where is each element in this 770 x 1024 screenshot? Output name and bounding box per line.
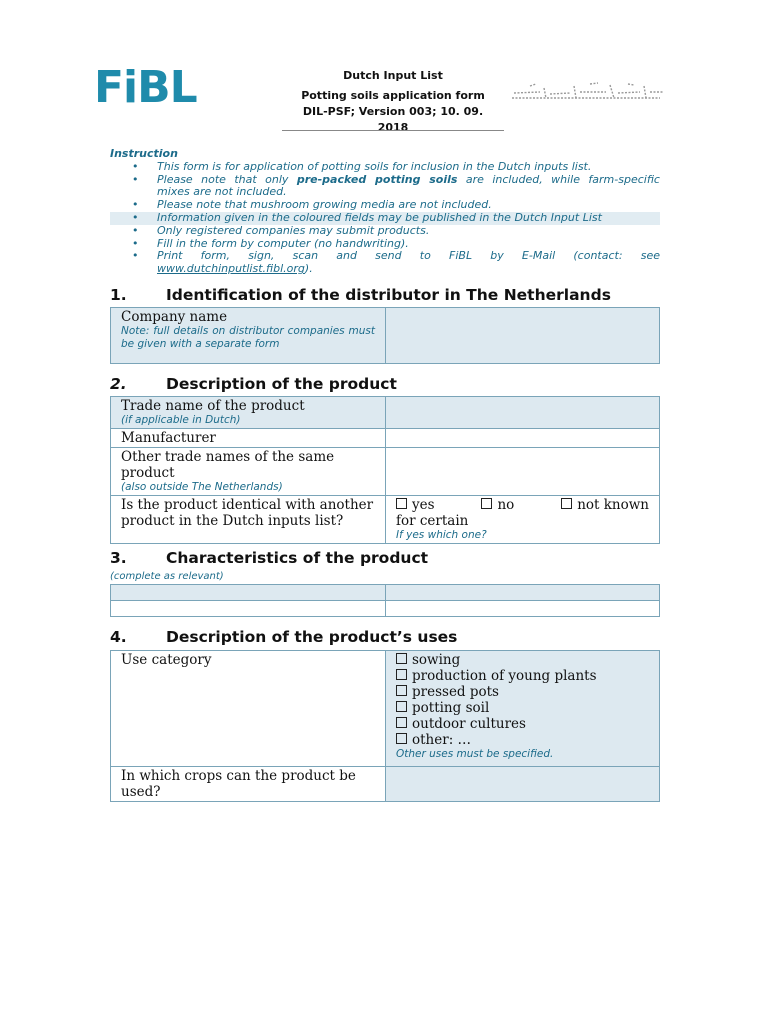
header-year: 2018 bbox=[377, 121, 409, 134]
company-name-input[interactable] bbox=[386, 308, 660, 364]
uses-table bbox=[110, 650, 660, 802]
checkbox-icon bbox=[396, 669, 407, 680]
other-names-label-cell: Other trade names of the same product (also outside The Netherlands) bbox=[111, 447, 386, 495]
other-names-input[interactable] bbox=[386, 447, 660, 495]
uses-note: Other uses must be specified. bbox=[396, 748, 554, 760]
instructions bbox=[110, 148, 660, 276]
characteristic-label-input[interactable] bbox=[111, 601, 386, 617]
signature-scribble bbox=[510, 80, 666, 102]
header-rule bbox=[282, 130, 504, 131]
characteristic-value-input[interactable] bbox=[386, 585, 660, 601]
use-pressed-pots-checkbox[interactable]: pressed pots bbox=[396, 684, 649, 700]
crops-input[interactable] bbox=[386, 767, 660, 802]
no-checkbox[interactable]: no bbox=[481, 497, 514, 513]
section-3-heading: 3. Characteristics of the product bbox=[110, 549, 429, 567]
checkbox-icon bbox=[396, 717, 407, 728]
distributor-table bbox=[110, 307, 660, 364]
header-subtitle: Potting soils application form bbox=[301, 89, 485, 102]
checkbox-icon bbox=[396, 498, 407, 509]
contact-link[interactable]: www.dutchinputlist.fibl.org bbox=[157, 262, 305, 276]
checkbox-icon bbox=[396, 733, 407, 744]
use-category-options bbox=[386, 651, 660, 767]
if-yes-input[interactable]: If yes which one? bbox=[396, 528, 487, 541]
section-1-heading: 1. Identification of the distributor in The Netherlands bbox=[110, 286, 611, 304]
instruction-item: • Fill in the form by computer (no handwriting). bbox=[110, 238, 660, 251]
company-name-label-cell: Company name Note: full details on distributor companies must be given with a separate form bbox=[111, 308, 386, 364]
identical-label-cell: Is the product identical with another product in the Dutch inputs list? bbox=[111, 495, 386, 543]
characteristic-label-input[interactable] bbox=[111, 585, 386, 601]
checkbox-icon bbox=[561, 498, 572, 509]
header-title: Dutch Input List bbox=[343, 69, 443, 82]
use-potting-soil-checkbox[interactable]: potting soil bbox=[396, 700, 649, 716]
checkbox-icon bbox=[396, 701, 407, 712]
product-table bbox=[110, 396, 660, 544]
use-category-label-cell: Use category bbox=[111, 651, 386, 767]
characteristics-table bbox=[110, 584, 660, 617]
section-3-hint: (complete as relevant) bbox=[110, 571, 224, 582]
not-known-checkbox[interactable]: not known bbox=[561, 497, 649, 513]
checkbox-icon bbox=[481, 498, 492, 509]
trade-name-label-cell: Trade name of the product (if applicable in Dutch) bbox=[111, 397, 386, 429]
header-version: DIL-PSF; Version 003; 10. 09. bbox=[302, 105, 484, 118]
use-other-checkbox[interactable]: other: … bbox=[396, 732, 649, 748]
crops-label-cell: In which crops can the product be used? bbox=[111, 767, 386, 802]
instruction-item: • Please note that only pre-packed potting soils are included, while farm-specific mixes are not included. bbox=[110, 174, 660, 200]
section-2-heading: 2. Description of the product bbox=[110, 375, 397, 393]
identical-options: yes no not known for certain If yes which one? bbox=[386, 495, 660, 543]
manufacturer-input[interactable] bbox=[386, 428, 660, 447]
fibl-logo: FiBL bbox=[94, 62, 197, 113]
characteristic-value-input[interactable] bbox=[386, 601, 660, 617]
use-young-plants-checkbox[interactable]: production of young plants bbox=[396, 668, 649, 684]
trade-name-input[interactable] bbox=[386, 397, 660, 429]
checkbox-icon bbox=[396, 653, 407, 664]
checkbox-icon bbox=[396, 685, 407, 696]
use-outdoor-checkbox[interactable]: outdoor cultures bbox=[396, 716, 649, 732]
instruction-item: • Information given in the coloured fields may be published in the Dutch Input List bbox=[110, 212, 660, 225]
manufacturer-label-cell: Manufacturer bbox=[111, 428, 386, 447]
use-sowing-checkbox[interactable]: sowing bbox=[396, 652, 649, 668]
instruction-item: • This form is for application of potting soils for inclusion in the Dutch inputs list. bbox=[110, 161, 660, 174]
document-header bbox=[282, 68, 504, 136]
section-4-heading: 4. Description of the product’s uses bbox=[110, 628, 458, 646]
instructions-title: Instruction bbox=[110, 147, 178, 160]
instruction-item: • Print form, sign, scan and send to FiBL by E-Mail (contact: see www.dutchinputlist.fibl.org). bbox=[110, 250, 660, 276]
instruction-item: • Only registered companies may submit products. bbox=[110, 225, 660, 238]
instruction-item: • Please note that mushroom growing media are not included. bbox=[110, 199, 660, 212]
yes-checkbox[interactable]: yes bbox=[396, 497, 435, 513]
